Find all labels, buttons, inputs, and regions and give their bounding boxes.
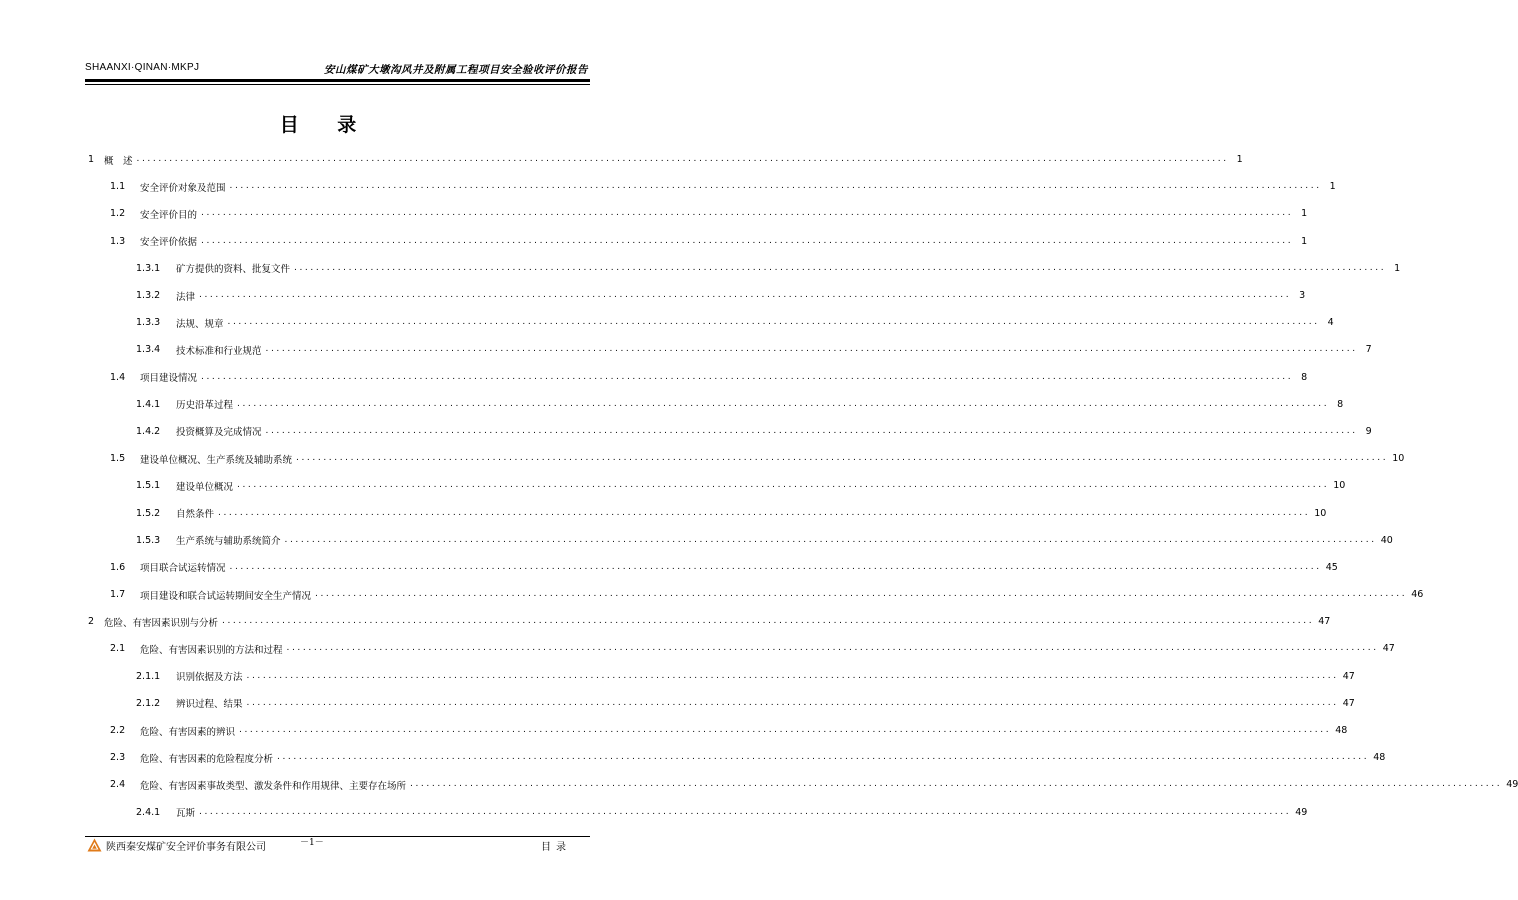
header-report-title: 安山煤矿大墩沟风井及附属工程项目安全验收评价报告 bbox=[324, 64, 588, 76]
toc-entry-page: 46 bbox=[1411, 589, 1424, 601]
toc-entry-page: 8 bbox=[1337, 398, 1344, 410]
toc-entry-number: 1.7 bbox=[110, 589, 126, 601]
toc-entry-page: 10 bbox=[1392, 453, 1405, 465]
toc-leader-dots: ........................................................................................................................................................................................................ bbox=[239, 725, 1332, 736]
toc-entry-number: 2.3 bbox=[110, 752, 126, 764]
toc-entry-number: 1.1 bbox=[110, 181, 126, 193]
toc-entry-page: 1 bbox=[1329, 181, 1336, 193]
toc-entry-page: 49 bbox=[1506, 779, 1518, 791]
toc-entry-label: 矿方提供的资料、批复文件 bbox=[176, 264, 291, 276]
toc-leader-dots: ........................................................................................................................................................................................................ bbox=[315, 589, 1408, 600]
toc-entry-label: 概 述 bbox=[104, 155, 133, 167]
toc-entry-label: 安全评价对象及范围 bbox=[140, 182, 226, 194]
toc-leader-dots: ........................................................................................................................................................................................................ bbox=[277, 752, 1370, 763]
toc-entry-label: 法律 bbox=[176, 291, 196, 303]
toc-entry-page: 1 bbox=[1301, 235, 1308, 247]
toc-entry[interactable] bbox=[88, 173, 1336, 200]
toc-entry[interactable] bbox=[88, 364, 1308, 391]
toc-entry-page: 47 bbox=[1342, 697, 1355, 709]
toc-entry[interactable] bbox=[88, 663, 1355, 690]
toc-entry-label: 建设单位概况 bbox=[176, 481, 234, 493]
toc-entry-number: 1.4.2 bbox=[136, 425, 161, 437]
toc-leader-dots: ........................................................................................................................................................................................................ bbox=[265, 344, 1358, 355]
table-of-contents bbox=[88, 146, 1518, 826]
toc-entry[interactable] bbox=[88, 771, 1518, 798]
toc-entry-number: 1.3.4 bbox=[136, 344, 161, 356]
toc-entry-page: 1 bbox=[1394, 262, 1401, 274]
toc-leader-dots: ........................................................................................................................................................................................................ bbox=[229, 561, 1322, 572]
toc-entry-page: 47 bbox=[1318, 616, 1331, 628]
toc-entry-label: 项目建设和联合试运转期间安全生产情况 bbox=[140, 590, 312, 602]
toc-entry-number: 2.1 bbox=[110, 643, 126, 655]
toc-entry-number: 1.5.2 bbox=[136, 507, 161, 519]
toc-entry-page: 47 bbox=[1382, 643, 1395, 655]
toc-entry-number: 2.2 bbox=[110, 725, 126, 737]
toc-entry-page: 10 bbox=[1333, 480, 1346, 492]
toc-entry-number: 2.1.2 bbox=[136, 697, 161, 709]
toc-entry-page: 47 bbox=[1342, 670, 1355, 682]
toc-entry[interactable] bbox=[88, 391, 1344, 418]
toc-entry-label: 危险、有害因素识别的方法和过程 bbox=[140, 644, 283, 656]
company-logo-icon bbox=[87, 838, 102, 852]
toc-entry[interactable] bbox=[88, 418, 1372, 445]
toc-entry-label: 危险、有害因素事故类型、激发条件和作用规律、主要存在场所 bbox=[140, 780, 407, 792]
toc-entry-number: 2.4 bbox=[110, 779, 126, 791]
toc-leader-dots: ........................................................................................................................................................................................................ bbox=[284, 534, 1377, 545]
toc-entry[interactable] bbox=[88, 690, 1355, 717]
toc-entry-page: 7 bbox=[1365, 344, 1372, 356]
toc-entry[interactable] bbox=[88, 309, 1334, 336]
toc-entry[interactable] bbox=[88, 799, 1308, 826]
toc-entry[interactable] bbox=[88, 635, 1395, 662]
header-rule-thin bbox=[85, 84, 590, 85]
toc-entry[interactable] bbox=[88, 228, 1308, 255]
toc-entry-number: 1.5.3 bbox=[136, 534, 161, 546]
toc-entry-label: 项目联合试运转情况 bbox=[140, 563, 226, 575]
header-code: SHAANXI·QINAN·MKPJ bbox=[85, 62, 200, 73]
toc-entry[interactable] bbox=[88, 581, 1424, 608]
toc-leader-dots: ........................................................................................................................................................................................................ bbox=[237, 398, 1330, 409]
toc-entry[interactable] bbox=[88, 717, 1348, 744]
toc-leader-dots: ........................................................................................................................................................................................................ bbox=[294, 262, 1387, 273]
toc-entry-page: 45 bbox=[1325, 561, 1338, 573]
toc-title: 目 录 bbox=[279, 114, 373, 136]
page-header bbox=[85, 62, 590, 78]
toc-entry-label: 法规、规章 bbox=[176, 318, 224, 330]
toc-entry[interactable] bbox=[88, 445, 1405, 472]
header-rule bbox=[85, 79, 590, 82]
toc-entry-label: 技术标准和行业规范 bbox=[176, 345, 262, 357]
toc-entry-page: 3 bbox=[1299, 290, 1306, 302]
toc-entry[interactable] bbox=[88, 146, 1243, 173]
footer-page-number: －1－ bbox=[300, 838, 324, 848]
toc-leader-dots: ........................................................................................................................................................................................................ bbox=[222, 616, 1315, 627]
toc-entry-label: 项目建设情况 bbox=[140, 373, 198, 385]
toc-entry[interactable] bbox=[88, 255, 1401, 282]
toc-leader-dots: ........................................................................................................................................................................................................ bbox=[227, 317, 1320, 328]
toc-entry-number: 1.5 bbox=[110, 453, 126, 465]
toc-entry-label: 危险、有害因素的危险程度分析 bbox=[140, 753, 274, 765]
toc-leader-dots: ........................................................................................................................................................................................................ bbox=[265, 425, 1358, 436]
toc-entry[interactable] bbox=[88, 744, 1386, 771]
toc-entry-label: 投资概算及完成情况 bbox=[176, 427, 262, 439]
toc-entry[interactable] bbox=[88, 527, 1393, 554]
toc-leader-dots: ........................................................................................................................................................................................................ bbox=[201, 208, 1294, 219]
toc-leader-dots: ........................................................................................................................................................................................................ bbox=[201, 371, 1294, 382]
toc-entry-number: 1.2 bbox=[110, 208, 126, 220]
toc-entry-label: 安全评价目的 bbox=[140, 209, 198, 221]
toc-leader-dots: ........................................................................................................................................................................................................ bbox=[199, 806, 1292, 817]
toc-entry-label: 危险、有害因素识别与分析 bbox=[104, 617, 219, 629]
toc-leader-dots: ........................................................................................................................................................................................................ bbox=[286, 643, 1379, 654]
toc-entry-page: 48 bbox=[1373, 752, 1386, 764]
toc-entry-number: 1.4 bbox=[110, 371, 126, 383]
toc-leader-dots: ........................................................................................................................................................................................................ bbox=[136, 154, 1229, 165]
toc-entry[interactable] bbox=[88, 472, 1346, 499]
toc-entry-page: 9 bbox=[1365, 425, 1372, 437]
toc-entry-label: 危险、有害因素的辨识 bbox=[140, 726, 236, 738]
toc-entry[interactable] bbox=[88, 554, 1338, 581]
toc-entry[interactable] bbox=[88, 200, 1308, 227]
toc-entry-label: 安全评价依据 bbox=[140, 237, 198, 249]
toc-entry-page: 8 bbox=[1301, 371, 1308, 383]
toc-entry-label: 建设单位概况、生产系统及辅助系统 bbox=[140, 454, 293, 466]
toc-entry-number: 2.1.1 bbox=[136, 670, 161, 682]
toc-entry-label: 识别依据及方法 bbox=[176, 672, 243, 684]
toc-entry-number: 1.4.1 bbox=[136, 398, 161, 410]
toc-leader-dots: ........................................................................................................................................................................................................ bbox=[246, 697, 1339, 708]
toc-leader-dots: ........................................................................................................................................................................................................ bbox=[229, 181, 1322, 192]
toc-entry-number: 1.3.2 bbox=[136, 290, 161, 302]
toc-entry-label: 历史沿革过程 bbox=[176, 400, 234, 412]
toc-entry[interactable] bbox=[88, 499, 1327, 526]
footer-section-name: 目录 bbox=[541, 842, 571, 853]
footer-rule bbox=[85, 836, 590, 837]
toc-entry-page: 1 bbox=[1236, 154, 1243, 166]
toc-leader-dots: ........................................................................................................................................................................................................ bbox=[218, 507, 1311, 518]
footer-company: 陕西秦安煤矿安全评价事务有限公司 bbox=[106, 842, 266, 853]
toc-entry-number: 1.3.3 bbox=[136, 317, 161, 329]
toc-entry-label: 瓦斯 bbox=[176, 808, 196, 820]
toc-leader-dots: ........................................................................................................................................................................................................ bbox=[199, 290, 1292, 301]
toc-leader-dots: ........................................................................................................................................................................................................ bbox=[246, 670, 1339, 681]
toc-leader-dots: ........................................................................................................................................................................................................ bbox=[237, 480, 1330, 491]
toc-entry-page: 48 bbox=[1335, 725, 1348, 737]
toc-leader-dots: ........................................................................................................................................................................................................ bbox=[410, 779, 1503, 790]
toc-entry[interactable] bbox=[88, 282, 1306, 309]
toc-entry-page: 10 bbox=[1314, 507, 1327, 519]
toc-entry-label: 自然条件 bbox=[176, 509, 215, 521]
toc-leader-dots: ........................................................................................................................................................................................................ bbox=[201, 235, 1294, 246]
toc-entry-number: 1.3.1 bbox=[136, 262, 161, 274]
toc-entry-number: 1.6 bbox=[110, 561, 126, 573]
toc-entry-page: 49 bbox=[1295, 806, 1308, 818]
toc-entry-page: 40 bbox=[1380, 534, 1393, 546]
toc-entry-number: 1.3 bbox=[110, 235, 126, 247]
toc-entry-label: 辨识过程、结果 bbox=[176, 699, 243, 711]
toc-entry-number: 2 bbox=[88, 616, 95, 628]
toc-entry-page: 4 bbox=[1327, 317, 1334, 329]
toc-leader-dots: ........................................................................................................................................................................................................ bbox=[296, 453, 1389, 464]
toc-entry-number: 1 bbox=[88, 154, 95, 166]
toc-entry-label: 生产系统与辅助系统简介 bbox=[176, 536, 281, 548]
toc-entry-number: 2.4.1 bbox=[136, 806, 161, 818]
toc-entry-number: 1.5.1 bbox=[136, 480, 161, 492]
toc-entry[interactable] bbox=[88, 608, 1331, 635]
toc-entry[interactable] bbox=[88, 336, 1372, 363]
toc-entry-page: 1 bbox=[1301, 208, 1308, 220]
